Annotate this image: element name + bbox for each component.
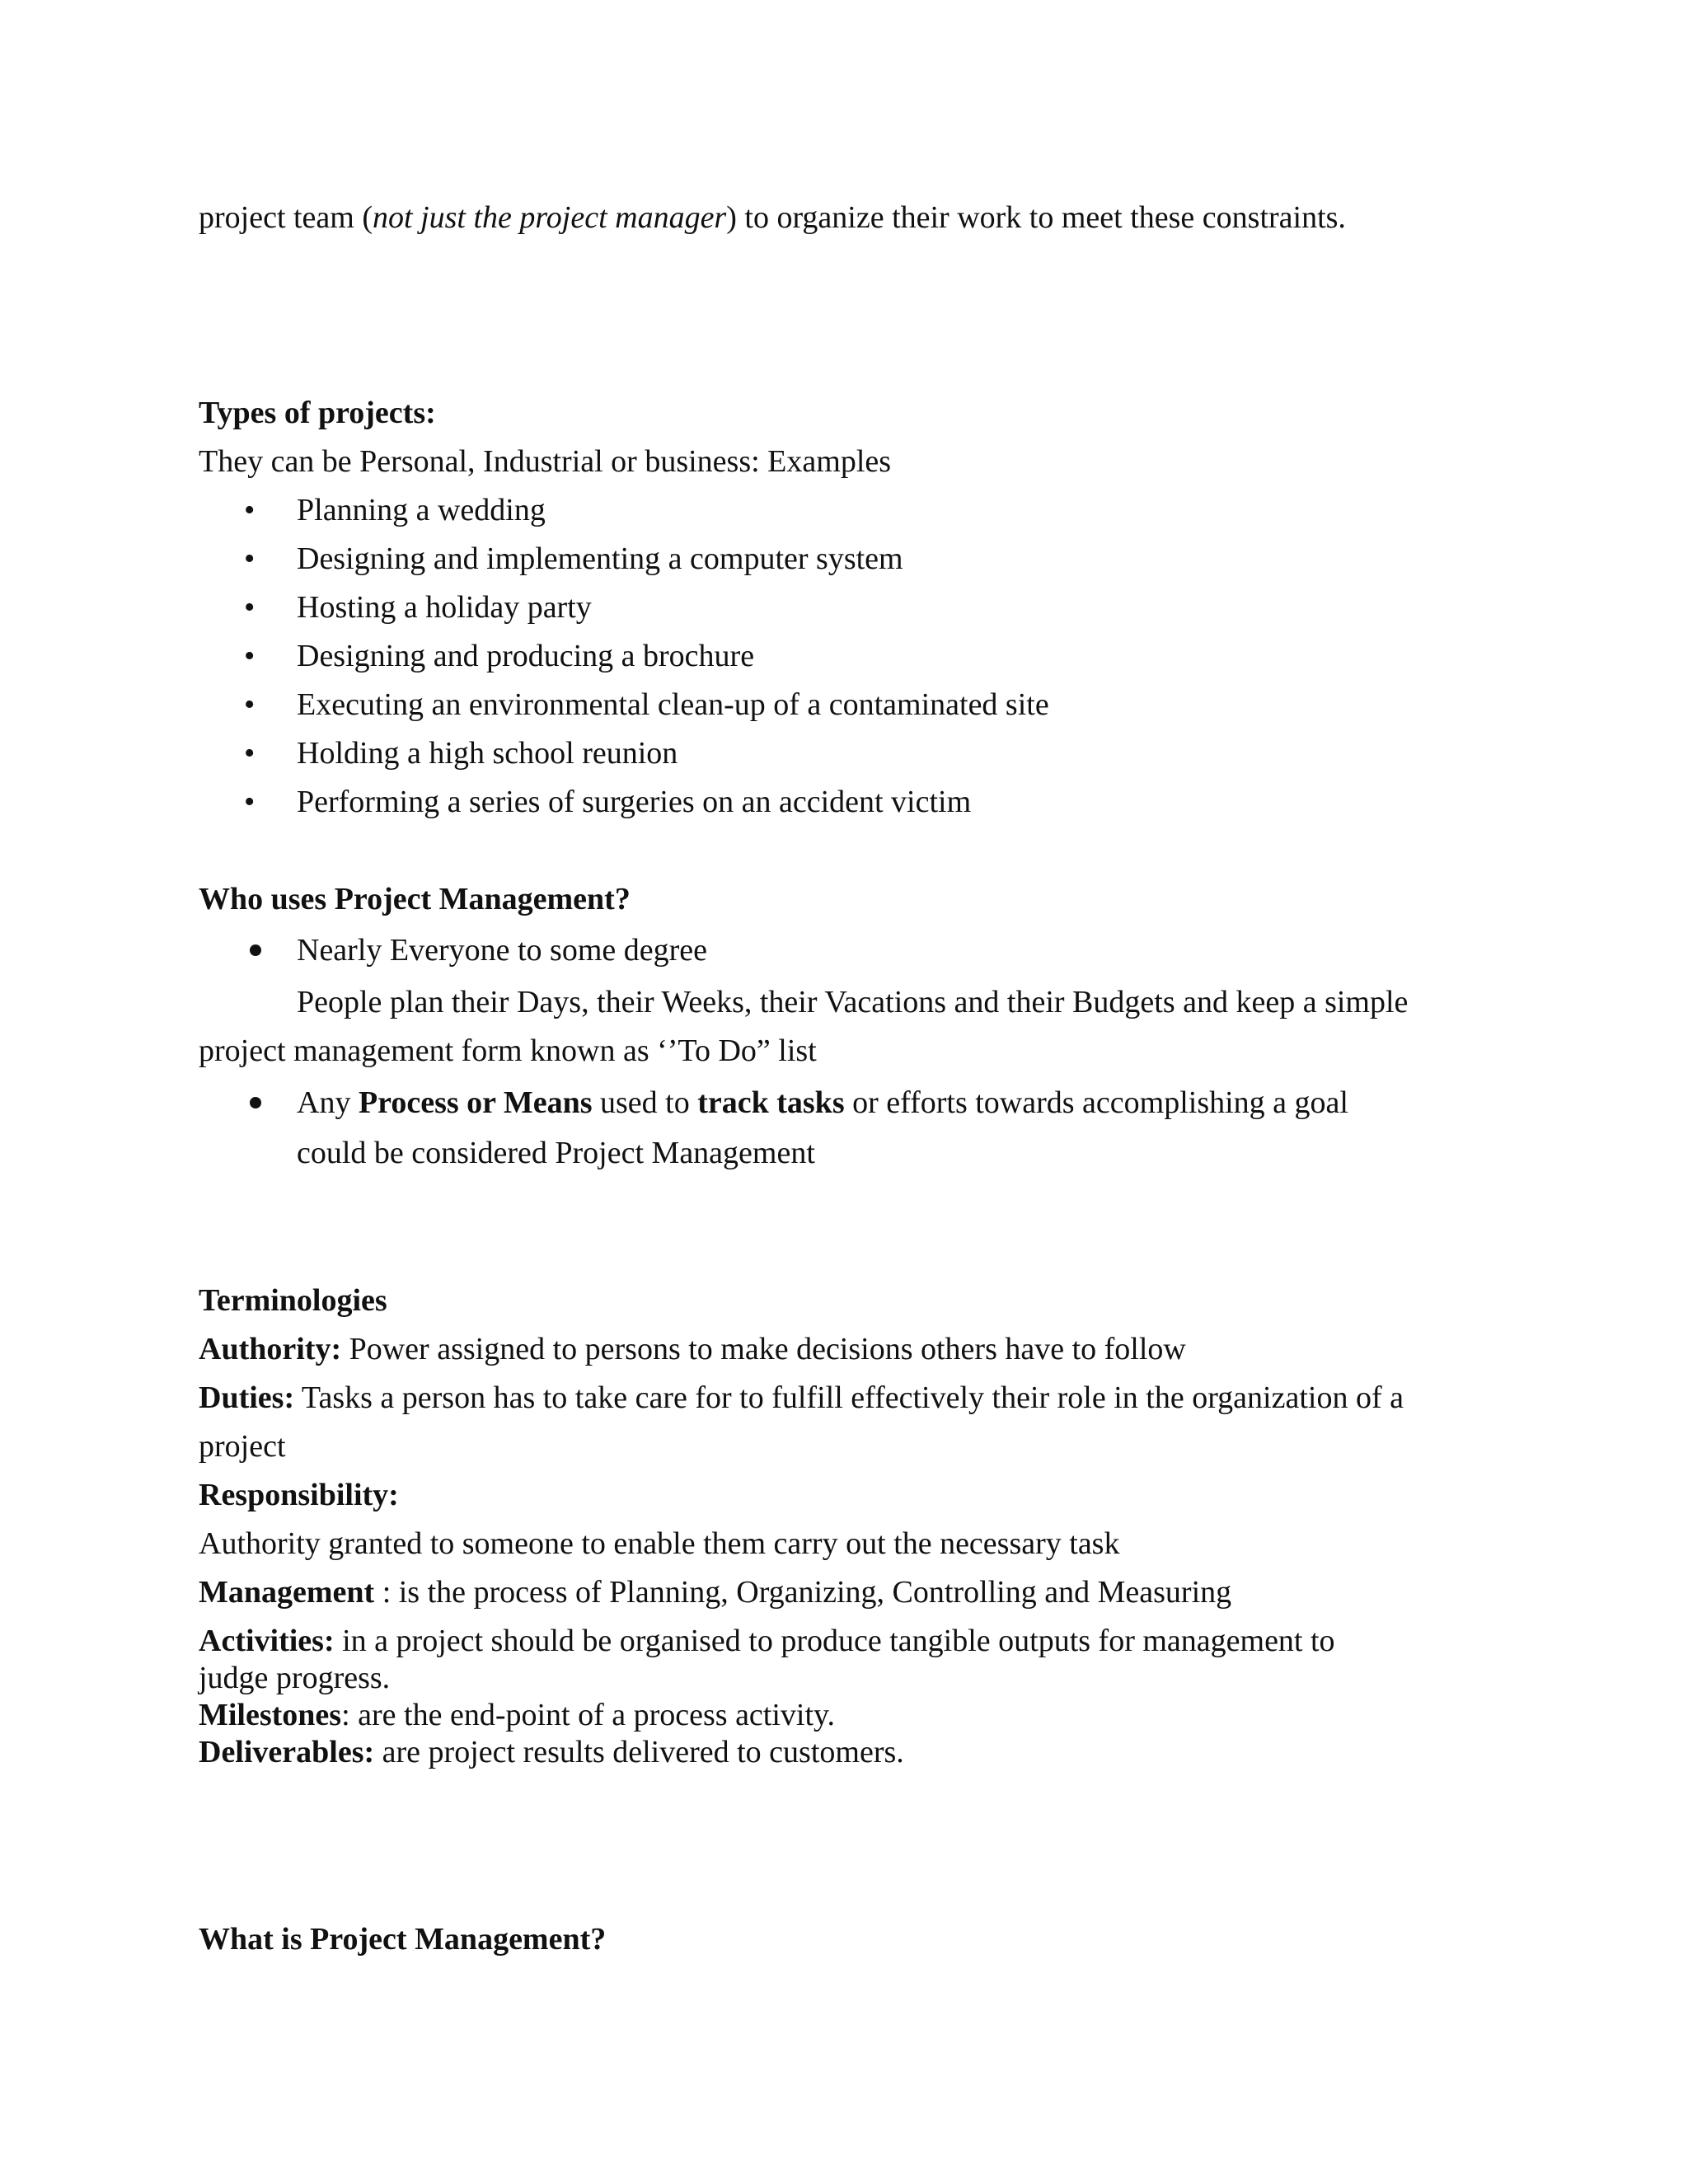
what-heading: What is Project Management? [199, 1922, 607, 1957]
list-item: Holding a high school reunion [297, 736, 678, 771]
list-item: Designing and implementing a computer system [297, 541, 903, 576]
who-paragraph-line-2: project management form known as ‘’To Do” list [199, 1033, 817, 1068]
list-item: Planning a wedding [297, 493, 546, 527]
term-duties-line-2: project [199, 1429, 286, 1464]
bullet-icon: • [244, 541, 256, 576]
list-item: Executing an environmental clean-up of a contaminated site [297, 687, 1049, 722]
bullet-icon: • [244, 687, 256, 722]
bullet-dot-icon [250, 1097, 261, 1108]
who-item-1: Nearly Everyone to some degree [297, 933, 708, 968]
term-deliverables: Deliverables: are project results delivered to customers. [199, 1735, 904, 1769]
who-item-2: Any Process or Means used to track tasks or efforts towards accomplishing a goal [297, 1085, 1348, 1120]
term-activities-line-2: judge progress. [199, 1661, 391, 1695]
list-item: Designing and producing a brochure [297, 639, 755, 673]
term-authority: Authority: Power assigned to persons to make decisions others have to follow [199, 1332, 1186, 1366]
intro-italic-text: not just the project manager [373, 200, 727, 235]
who-heading: Who uses Project Management? [199, 882, 631, 916]
intro-line [199, 199, 1346, 236]
list-item: Hosting a holiday party [297, 590, 592, 625]
bullet-icon: • [244, 785, 256, 819]
bullet-icon: • [244, 493, 256, 527]
bullet-icon: • [244, 639, 256, 673]
who-paragraph-line-1: People plan their Days, their Weeks, their Vacations and their Budgets and keep a simple [297, 985, 1409, 1019]
intro-text: project team ( [199, 200, 373, 235]
term-milestones: Milestones: are the end-point of a process activity. [199, 1698, 836, 1732]
terminologies-heading: Terminologies [199, 1283, 387, 1318]
term-responsibility-definition: Authority granted to someone to enable them carry out the necessary task [199, 1526, 1120, 1561]
term-responsibility: Responsibility: [199, 1478, 399, 1512]
bullet-icon: • [244, 736, 256, 771]
term-activities: Activities: in a project should be organised to produce tangible outputs for management to [199, 1624, 1335, 1658]
types-intro: They can be Personal, Industrial or business: Examples [199, 444, 892, 479]
term-duties: Duties: Tasks a person has to take care for to fulfill effectively their role in the organization of a [199, 1380, 1404, 1415]
intro-text-end: ) to organize their work to meet these constraints. [726, 200, 1346, 235]
who-item-2-line-2: could be considered Project Management [297, 1136, 815, 1170]
list-item: Performing a series of surgeries on an accident victim [297, 785, 972, 819]
term-management: Management : is the process of Planning, Organizing, Controlling and Measuring [199, 1575, 1232, 1610]
types-heading: Types of projects: [199, 396, 436, 430]
bullet-dot-icon [250, 944, 261, 956]
bullet-icon: • [244, 590, 256, 625]
